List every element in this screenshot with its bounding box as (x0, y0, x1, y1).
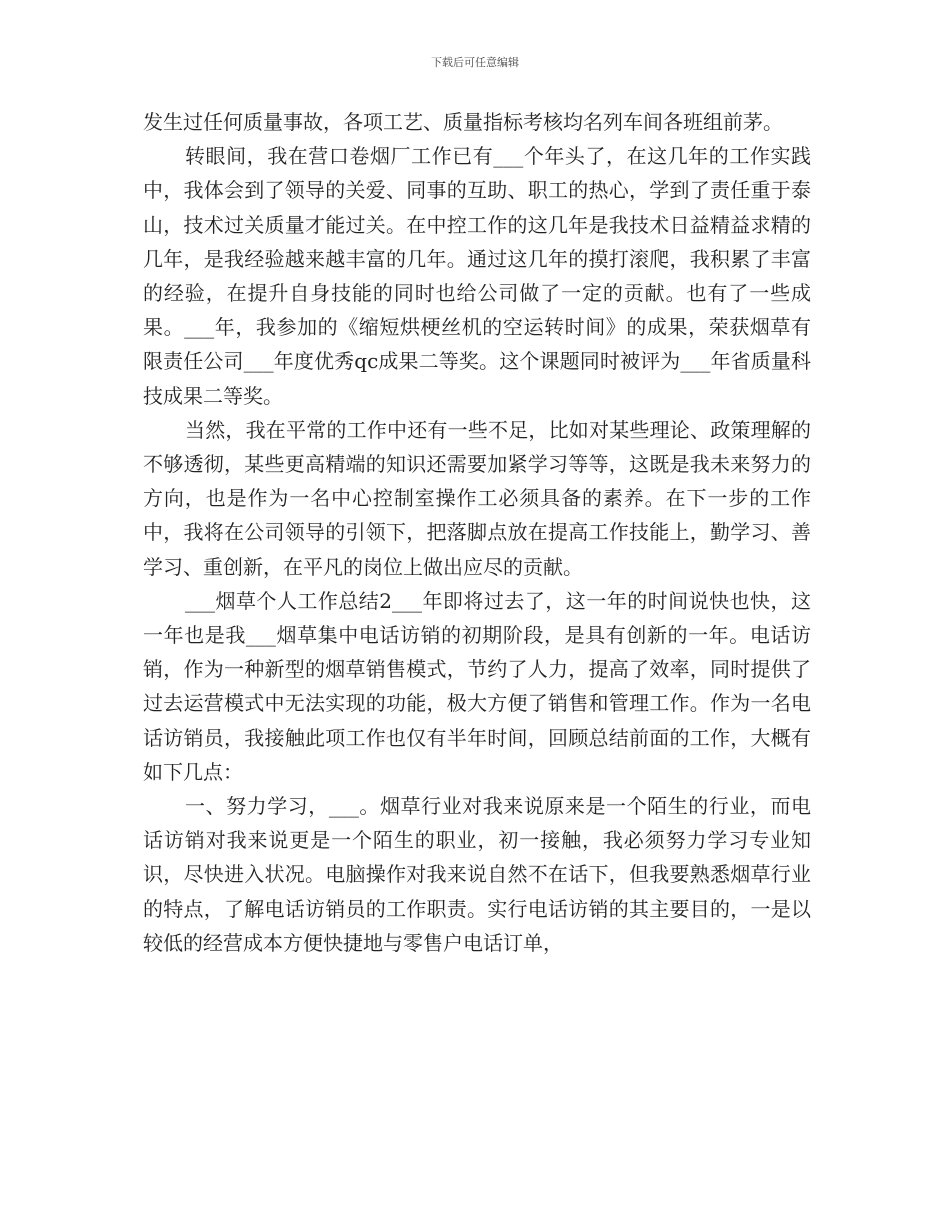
paragraph-telephone-sales-summary: ___烟草个人工作总结2___年即将过去了，这一年的时间说快也快，这一年也是我___烟草集中电话访销的初期阶段，是具有创新的一年。电话访销，作为一种新型的烟草销售模式，节约了人力，提高了效率，同时提供了过去运营模式中无法实现的功能，极大方便了销售和管理工作。作为一名电话访销员，我接触此项工作也仅有半年时间，回顾总结前面的工作，大概有如下几点： (143, 588, 811, 784)
page-header: 下载后可任意编辑 (431, 56, 519, 69)
paragraph-point-one-study: 一、努力学习，___。烟草行业对我来说原来是一个陌生的行业，而电话访销对我来说更是一个陌生的职业，初一接触，我必须努力学习专业知识，尽快进入状况。电脑操作对我来说自然不在话下，但我要熟悉烟草行业的特点，了解电话访销员的工作职责。实行电话访销的其主要目的，一是以较低的经营成本方便快捷地与零售户电话订单， (143, 794, 811, 955)
paragraph-continuation: 发生过任何质量事故，各项工艺、质量指标考核均名列车间各班组前茅。 (143, 110, 783, 134)
paragraph-shortcomings: 当然，我在平常的工作中还有一些不足，比如对某些理论、政策理解的不够透彻，某些更高精端的知识还需要加紧学习等等，这既是我未来努力的方向，也是作为一名中心控制室操作工必须具备的素养。在下一步的工作中，我将在公司领导的引领下，把落脚点放在提高工作技能上，勤学习、善学习、重创新，在平凡的岗位上做出应尽的贡献。 (143, 417, 811, 579)
paragraph-work-experience: 转眼间，我在营口卷烟厂工作已有___个年头了，在这几年的工作实践中，我体会到了领导的关爱、同事的互助、职工的热心，学到了责任重于泰山，技术过关质量才能过关。在中控工作的这几年是我技术日益精益求精的几年，是我经验越来越丰富的几年。通过这几年的摸打滚爬，我积累了丰富的经验，在提升自身技能的同时也给公司做了一定的贡献。也有了一些成果。___年，我参加的《缩短烘梗丝机的空运转时间》的成果，荣获烟草有限责任公司___年度优秀qc成果二等奖。这个课题同时被评为___年省质量科技成果二等奖。 (143, 144, 811, 408)
document-body (143, 105, 811, 960)
